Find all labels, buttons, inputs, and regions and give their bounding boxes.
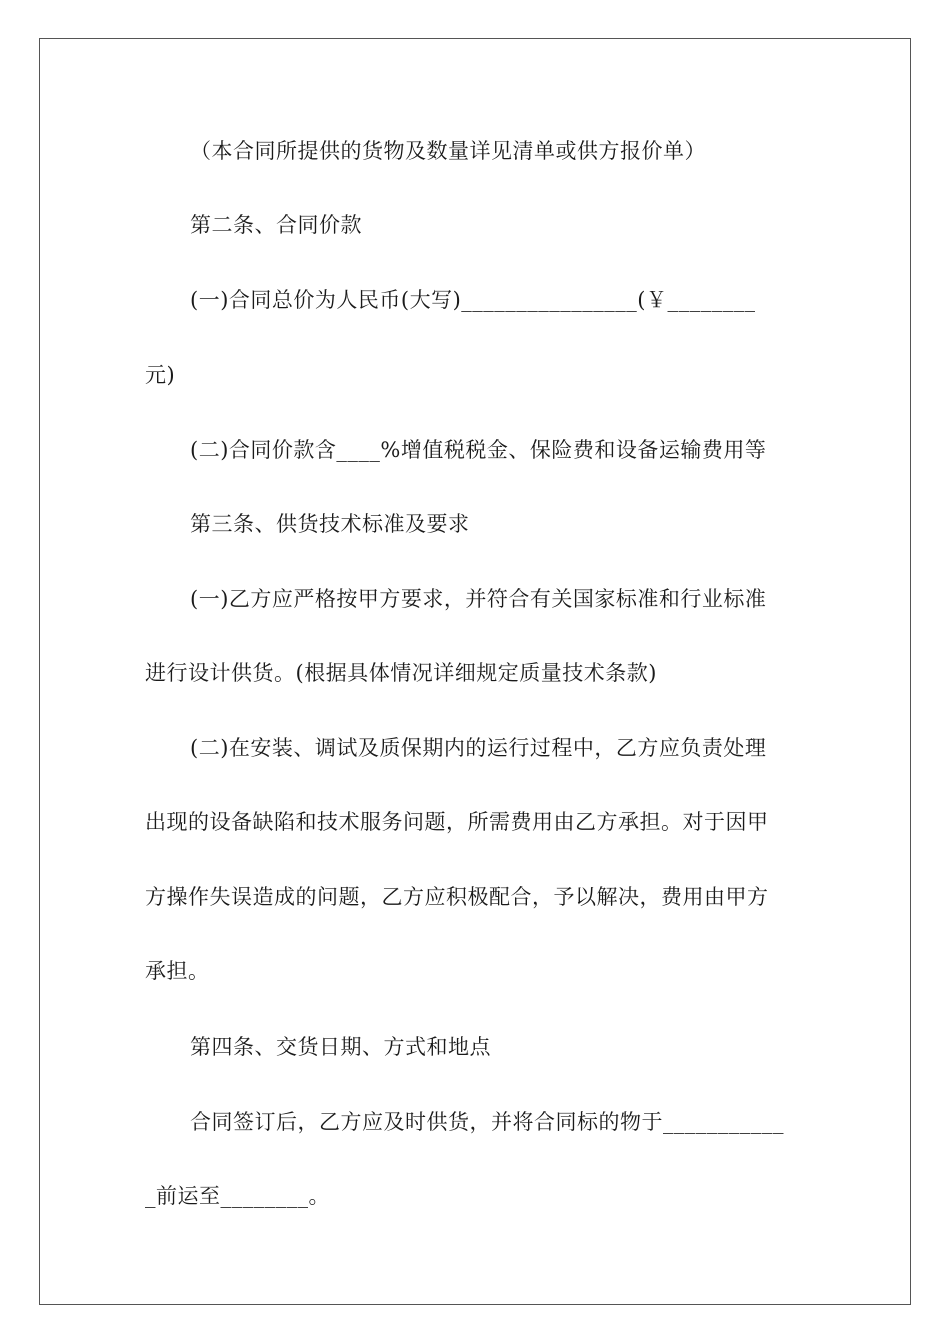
article-2-clause-1-cont: 元): [145, 363, 176, 387]
article-3-clause-2-cont-2: 方操作失误造成的问题，乙方应积极配合，予以解决，费用由甲方: [145, 885, 769, 909]
article-4-heading: 第四条、交货日期、方式和地点: [190, 1035, 491, 1059]
article-3-clause-1: (一)乙方应严格按甲方要求，并符合有关国家标准和行业标准: [190, 587, 767, 611]
article-3-clause-1-cont: 进行设计供货。(根据具体情况详细规定质量技术条款): [145, 661, 657, 685]
article-3-clause-2-cont-3: 承担。: [145, 959, 210, 983]
article-3-clause-2: (二)在安装、调试及质保期内的运行过程中，乙方应负责处理: [190, 736, 767, 760]
article-3-clause-2-cont-1: 出现的设备缺陷和技术服务问题，所需费用由乙方承担。对于因甲: [145, 810, 769, 834]
paragraph-goods-note: （本合同所提供的货物及数量详见清单或供方报价单）: [190, 139, 706, 163]
article-2-clause-1: (一)合同总价为人民币(大写)________________(￥________: [190, 288, 756, 312]
article-4-paragraph: 合同签订后，乙方应及时供货，并将合同标的物于___________: [190, 1110, 784, 1134]
article-4-paragraph-cont: _前运至________。: [145, 1184, 330, 1208]
article-2-heading: 第二条、合同价款: [190, 213, 362, 237]
article-2-clause-2: (二)合同价款含____%增值税税金、保险费和设备运输费用等: [190, 438, 767, 462]
article-3-heading: 第三条、供货技术标准及要求: [190, 512, 470, 536]
